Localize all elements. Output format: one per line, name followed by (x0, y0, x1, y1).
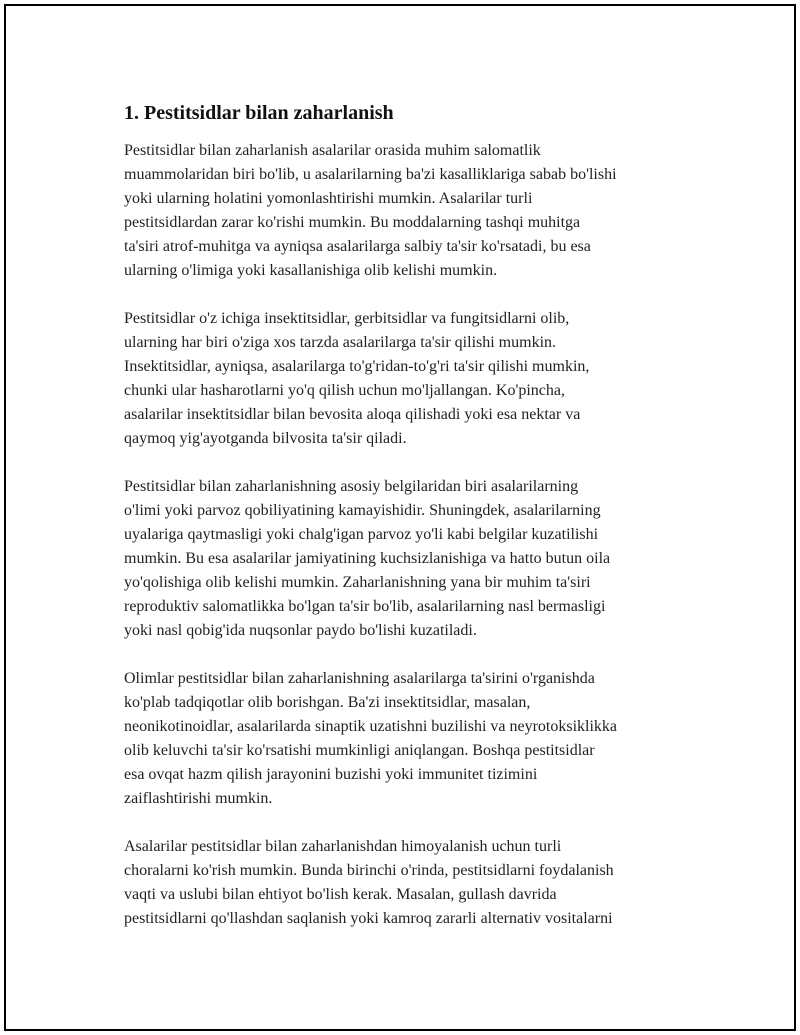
text-line: chunki ular hasharotlarni yo'q qilish uchun mo'ljallangan. Ko'pincha, (124, 382, 565, 399)
text-line: pestitsidlardan zarar ko'rishi mumkin. Bu moddalarning tashqi muhitga (124, 214, 581, 231)
text-line: Olimlar pestitsidlar bilan zaharlanishning asalarilarga ta'sirini o'rganishda (124, 670, 595, 687)
text-line: mumkin. Bu esa asalarilar jamiyatining kuchsizlanishiga va hatto butun oila (124, 550, 611, 567)
paragraph-5 (124, 835, 699, 931)
text-line: uyalariga qaytmasligi yoki chalg'igan parvoz yo'li kabi belgilar kuzatilishi (124, 526, 599, 543)
text-line: ta'siri atrof-muhitga va ayniqsa asalarilarga salbiy ta'sir ko'rsatadi, bu esa (124, 238, 591, 255)
paragraph-1 (124, 139, 699, 283)
text-line: neonikotinoidlar, asalarilarda sinaptik uzatishni buzilishi va neyrotoksiklikka (124, 718, 618, 735)
text-line: vaqti va uslubi bilan ehtiyot bo'lish kerak. Masalan, gullash davrida (124, 886, 557, 903)
text-line: asalarilar insektitsidlar bilan bevosita aloqa qilishadi yoki esa nektar va (124, 406, 581, 423)
text-line: olib keluvchi ta'sir ko'rsatishi mumkinligi aniqlangan. Boshqa pestitsidlar (124, 742, 595, 759)
text-line: yoki nasl qobig'ida nuqsonlar paydo bo'lishi kuzatiladi. (124, 622, 477, 639)
text-line: Asalarilar pestitsidlar bilan zaharlanishdan himoyalanish uchun turli (124, 838, 562, 855)
text-line: o'limi yoki parvoz qobiliyatining kamayishidir. Shuningdek, asalarilarning (124, 502, 601, 519)
text-line: Pestitsidlar bilan zaharlanishning asosiy belgilaridan biri asalarilarning (124, 478, 579, 495)
section-heading: 1. Pestitsidlar bilan zaharlanish (124, 102, 394, 124)
text-line: Pestitsidlar o'z ichiga insektitsidlar, gerbitsidlar va fungitsidlarni olib, (124, 310, 570, 327)
text-line: reproduktiv salomatlikka bo'lgan ta'sir bo'lib, asalarilarning nasl bermasligi (124, 598, 606, 615)
text-line: zaiflashtirishi mumkin. (124, 790, 273, 807)
text-line: pestitsidlarni qo'llashdan saqlanish yoki kamroq zararli alternativ vositalarni (124, 910, 613, 927)
paragraph-4 (124, 667, 699, 811)
text-line: ularning har biri o'ziga xos tarzda asalarilarga ta'sir qilishi mumkin. (124, 334, 557, 351)
paragraph-3 (124, 475, 699, 643)
document-body (124, 101, 699, 955)
paragraph-2 (124, 307, 699, 451)
text-line: muammolaridan biri bo'lib, u asalarilarning ba'zi kasalliklariga sabab bo'lishi (124, 166, 617, 183)
text-line: ko'plab tadqiqotlar olib borishgan. Ba'zi insektitsidlar, masalan, (124, 694, 531, 711)
text-line: ularning o'limiga yoki kasallanishiga olib kelishi mumkin. (124, 262, 498, 279)
text-line: Insektitsidlar, ayniqsa, asalarilarga to'g'ridan-to'g'ri ta'sir qilishi mumkin, (124, 358, 590, 375)
text-line: yoki ularning holatini yomonlashtirishi mumkin. Asalarilar turli (124, 190, 533, 207)
text-line: esa ovqat hazm qilish jarayonini buzishi yoki immunitet tizimini (124, 766, 538, 783)
text-line: yo'qolishiga olib kelishi mumkin. Zaharlanishning yana bir muhim ta'siri (124, 574, 591, 591)
page-frame (4, 4, 796, 1031)
text-line: Pestitsidlar bilan zaharlanish asalarilar orasida muhim salomatlik (124, 142, 541, 159)
text-line: qaymoq yig'ayotganda bilvosita ta'sir qiladi. (124, 430, 407, 447)
text-line: choralarni ko'rish mumkin. Bunda birinchi o'rinda, pestitsidlarni foydalanish (124, 862, 614, 879)
